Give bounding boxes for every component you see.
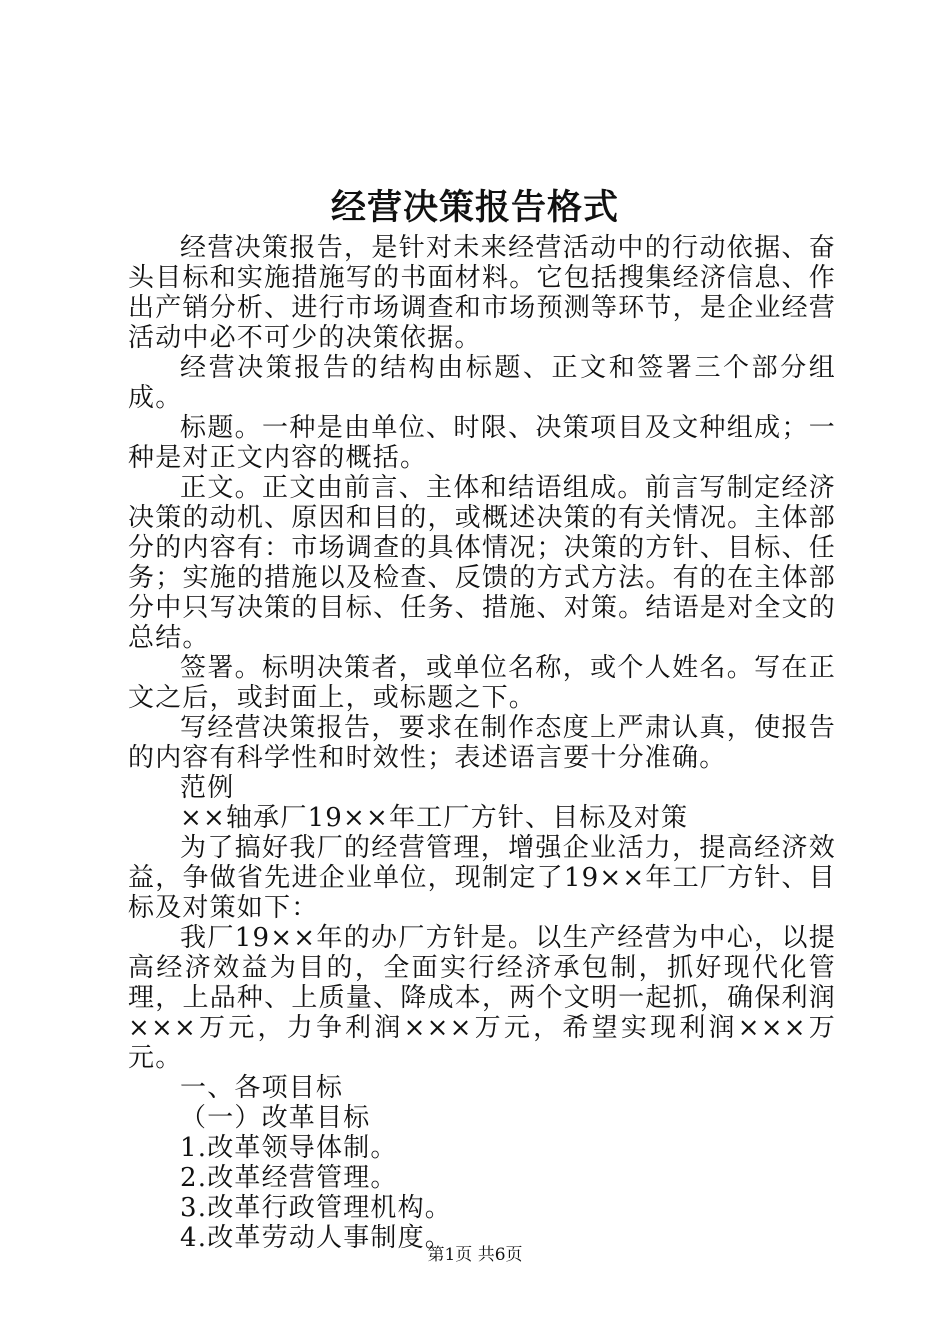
paragraph: 经营决策报告，是针对未来经营活动中的行动依据、奋头目标和实施措施写的书面材料。它包括搜集经济信息、作出产销分析、进行市场调查和市场预测等环节，是企业经营活动中必不可少的决策依据。 <box>128 233 836 353</box>
paragraph: 经营决策报告的结构由标题、正文和签署三个部分组成。 <box>128 353 836 413</box>
section-heading: 一、各项目标 <box>180 1073 344 1103</box>
paragraph: 为了搞好我厂的经营管理，增强企业活力，提高经济效益，争做省先进企业单位，现制定了19××年工厂方针、目标及对策如下： <box>128 833 836 923</box>
example-label: 范例 <box>180 773 235 803</box>
example-title: ××轴承厂19××年工厂方针、目标及对策 <box>180 803 689 833</box>
list-item: 4.改革劳动人事制度。 <box>180 1223 453 1253</box>
list-item: 2.改革经营管理。 <box>180 1163 398 1193</box>
list-item: 1.改革领导体制。 <box>180 1133 398 1163</box>
paragraph: 签署。标明决策者，或单位名称，或个人姓名。写在正文之后，或封面上，或标题之下。 <box>128 653 836 713</box>
paragraph: 正文。正文由前言、主体和结语组成。前言写制定经济决策的动机、原因和目的，或概述决策的有关情况。主体部分的内容有：市场调查的具体情况；决策的方针、目标、任务；实施的措施以及检查、反馈的方式方法。有的在主体部分中只写决策的目标、任务、措施、对策。结语是对全文的总结。 <box>128 473 836 653</box>
document-title: 经营决策报告格式 <box>330 187 619 228</box>
subsection-heading: （一）改革目标 <box>180 1103 371 1133</box>
paragraph: 标题。一种是由单位、时限、决策项目及文种组成；一种是对正文内容的概括。 <box>128 413 836 473</box>
page-footer: 第1页 共6页 <box>427 1245 523 1265</box>
paragraph: 我厂19××年的办厂方针是。以生产经营为中心，以提高经济效益为目的，全面实行经济承包制，抓好现代化管理，上品种、上质量、降成本，两个文明一起抓，确保利润×××万元，力争利润×××万元，希望实现利润×××万元。 <box>128 923 836 1073</box>
document-body <box>128 233 836 1253</box>
paragraph: 写经营决策报告，要求在制作态度上严肃认真，使报告的内容有科学性和时效性；表述语言要十分准确。 <box>128 713 836 773</box>
list-item: 3.改革行政管理机构。 <box>180 1193 453 1223</box>
